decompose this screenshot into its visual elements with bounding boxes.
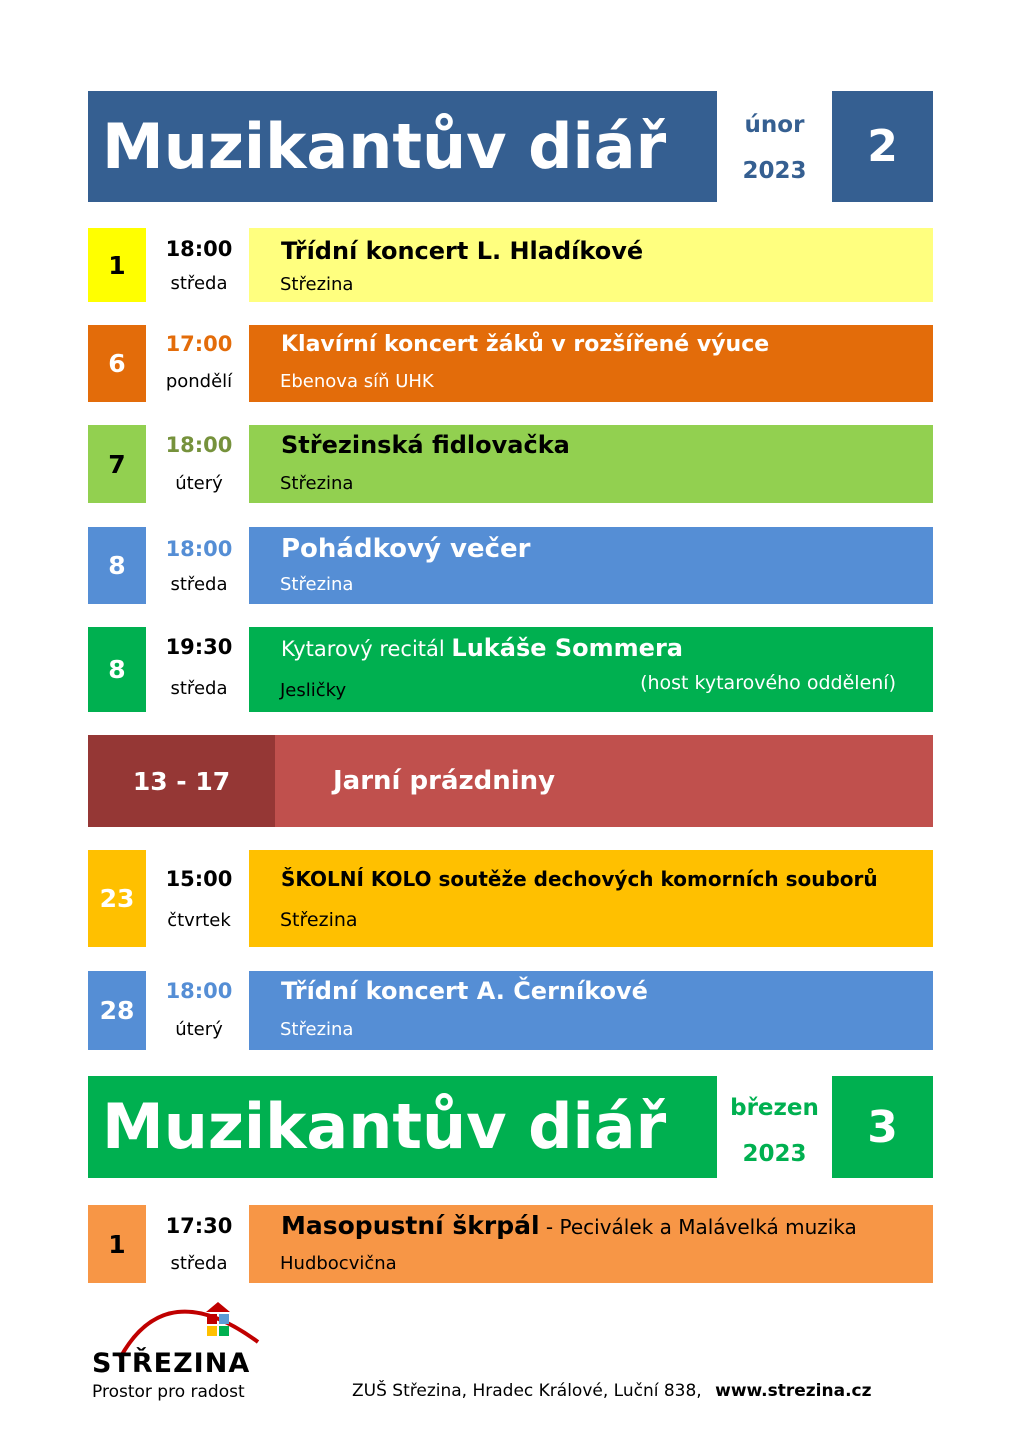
event-body xyxy=(249,971,933,1050)
holiday-label-box xyxy=(275,735,933,827)
footer-address-line xyxy=(352,1381,872,1401)
event-row xyxy=(88,627,933,712)
event-row xyxy=(88,425,933,503)
footer-website[interactable]: www.strezina.cz xyxy=(715,1381,872,1401)
event-time: 18:00 xyxy=(165,433,233,457)
event-place: Střezina xyxy=(280,473,354,494)
event-time: 17:00 xyxy=(165,332,233,356)
holiday-days: 13 - 17 xyxy=(132,766,231,796)
event-title: Třídní koncert A. Černíkové xyxy=(281,977,648,1005)
event-time: 18:00 xyxy=(165,237,233,261)
event-day xyxy=(88,1205,146,1283)
event-body xyxy=(249,425,933,503)
holiday-label: Jarní prázdniny xyxy=(333,766,556,796)
event-title: Masopustní škrpál xyxy=(281,1211,540,1240)
event-title-line xyxy=(281,634,683,662)
event-day-number: 28 xyxy=(99,996,135,1025)
logo-tagline: Prostor pro radost xyxy=(92,1382,245,1402)
event-time: 15:00 xyxy=(165,867,233,891)
event-weekday: úterý xyxy=(175,1019,223,1040)
event-row xyxy=(88,850,933,947)
february-year: 2023 xyxy=(742,158,807,184)
event-day xyxy=(88,850,146,947)
event-title: Lukáše Sommera xyxy=(451,634,683,662)
event-body xyxy=(249,325,933,402)
event-time: 19:30 xyxy=(165,635,233,659)
march-year: 2023 xyxy=(742,1141,807,1167)
event-row xyxy=(88,971,933,1050)
footer-address: ZUŠ Střezina, Hradec Králové, Luční 838, xyxy=(352,1381,702,1401)
event-time: 17:30 xyxy=(165,1214,233,1238)
event-place: Střezina xyxy=(280,274,354,295)
february-month: únor xyxy=(744,112,805,138)
event-title: Třídní koncert L. Hladíkové xyxy=(281,237,644,265)
event-title: ŠKOLNÍ KOLO soutěže dechových komorních souborů xyxy=(281,867,878,891)
march-number: 3 xyxy=(867,1101,898,1153)
event-note: (host kytarového oddělení) xyxy=(640,672,896,694)
event-title-line xyxy=(281,1211,857,1240)
event-title-suffix: - Peciválek a Malávelká muzika xyxy=(539,1215,857,1239)
event-title: Střezinská fidlovačka xyxy=(281,431,570,459)
event-row xyxy=(88,325,933,402)
event-title: Klavírní koncert žáků v rozšířené výuce xyxy=(281,332,770,357)
event-place: Ebenova síň UHK xyxy=(280,371,434,392)
event-day xyxy=(88,527,146,604)
march-month: březen xyxy=(730,1095,819,1121)
holiday-row xyxy=(88,735,933,827)
strezina-logo xyxy=(88,1282,288,1412)
event-title: Pohádkový večer xyxy=(281,534,531,564)
event-day-number: 1 xyxy=(108,250,126,280)
february-title-banner xyxy=(88,91,717,202)
event-row xyxy=(88,527,933,604)
event-weekday: čtvrtek xyxy=(167,910,231,931)
february-month-box xyxy=(717,102,832,194)
event-row xyxy=(88,1205,933,1283)
event-day xyxy=(88,971,146,1050)
event-row xyxy=(88,228,933,302)
event-weekday: středa xyxy=(170,273,228,294)
event-weekday: úterý xyxy=(175,473,223,494)
event-weekday: středa xyxy=(170,574,228,595)
march-title: Muzikantův diář xyxy=(102,1090,667,1163)
event-weekday: středa xyxy=(170,678,228,699)
event-body xyxy=(249,627,933,712)
event-place: Hudbocvična xyxy=(280,1253,397,1274)
event-body xyxy=(249,1205,933,1283)
event-time: 18:00 xyxy=(165,979,233,1003)
february-number-box xyxy=(832,91,933,202)
event-place: Střezina xyxy=(280,909,358,931)
event-place: Střezina xyxy=(280,1019,354,1040)
event-body xyxy=(249,850,933,947)
event-body xyxy=(249,228,933,302)
event-body xyxy=(249,527,933,604)
event-day-number: 6 xyxy=(108,349,126,378)
logo-name: STŘEZINA xyxy=(92,1348,251,1379)
event-day xyxy=(88,228,146,302)
event-day-number: 8 xyxy=(108,551,126,580)
holiday-days-box xyxy=(88,735,275,827)
february-number: 2 xyxy=(867,121,898,172)
february-title: Muzikantův diář xyxy=(102,109,667,183)
event-day-number: 23 xyxy=(99,884,135,913)
event-day-number: 7 xyxy=(108,449,126,479)
event-weekday: pondělí xyxy=(165,371,233,392)
event-day-number: 1 xyxy=(108,1229,126,1259)
event-day xyxy=(88,627,146,712)
march-number-box xyxy=(832,1076,933,1178)
event-place: Jesličky xyxy=(280,680,347,701)
event-place: Střezina xyxy=(280,574,354,595)
event-day xyxy=(88,325,146,402)
event-title-prefix: Kytarový recitál xyxy=(281,637,452,661)
event-day xyxy=(88,425,146,503)
event-time: 18:00 xyxy=(165,537,233,561)
event-weekday: středa xyxy=(170,1253,228,1274)
march-title-banner xyxy=(88,1076,717,1178)
march-month-box xyxy=(717,1085,832,1177)
event-day-number: 8 xyxy=(108,655,126,684)
